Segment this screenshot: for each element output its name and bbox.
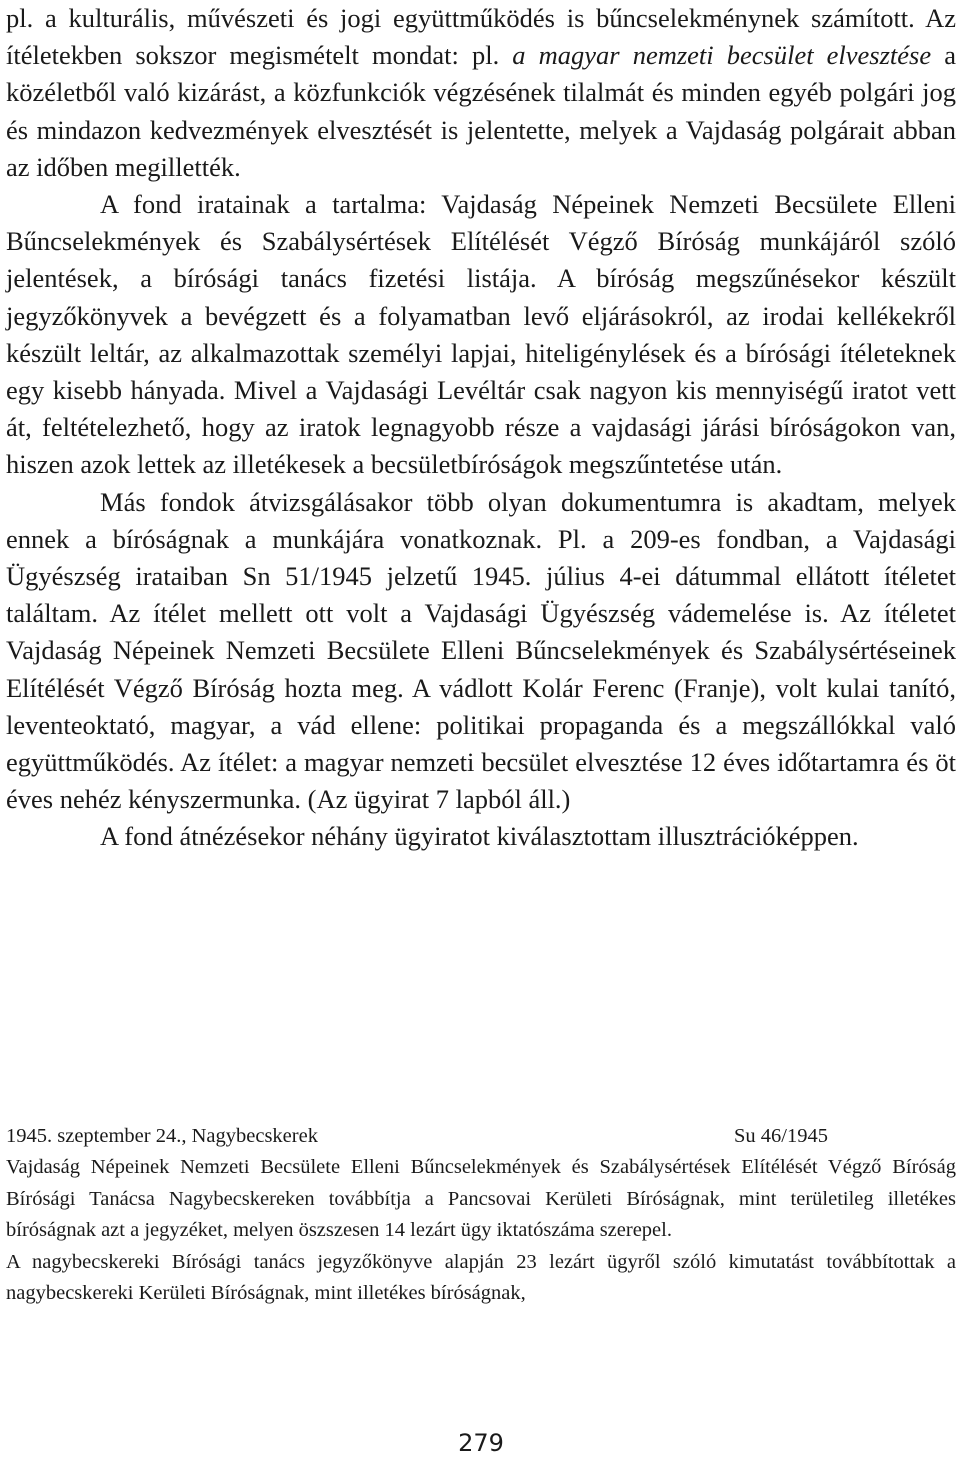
paragraph-3: Más fondok átvizsgálásakor több olyan dokumentumra is akadtam, melyek ennek a bíróságnak a munkájára vonatkoznak. Pl. a 209-es fondban, a Vajdasági Ügyészség irataiban Sn 51/1945 jelzetű 1945. július 4-ei dátummal ellátott ítéletet találtam. Az ítélet mellett ott volt a Vajdasági Ügyészség vádemelése is. Az ítéletet Vajdaság Népeinek Nemzeti Becsülete Elleni Bűncselekmények és Szabálysértéseinek Elítélését Végző Bíróság hozta meg. A vádlott Kolár Ferenc (Franje), volt kulai tanító, leventeoktató, magyar, a vád ellene: politikai propaganda és a megszállókkal való együttműködés. Az ítélet: a magyar nemzeti becsület elvesztése 12 éves időtartamra és öt éves nehéz kényszermunka. (Az ügyirat 7 lapból áll.) (6, 486, 956, 815)
archive-entry-paragraph-2: A nagybecskereki Bírósági tanács jegyzőkönyve alapján 23 lezárt ügyről szóló kimutatást továbbítottak a nagybecskereki Kerületi Bíróságnak, mint illetékes bíróságnak, (6, 1250, 956, 1305)
main-text (6, 0, 956, 856)
document-page (6, 0, 956, 1461)
archive-entry-header (6, 1121, 956, 1152)
archive-entry-date-place: 1945. szeptember 24., Nagybecskerek (6, 1125, 318, 1147)
paragraph-1-end: a közéletből való kizárást, a közfunkciók végzésének tilalmát és minden egyéb polgári jog és mindazon kedvezmények elvesztését is jelentette, melyek a Vajdaság polgárait abban az időben megillették. (6, 40, 956, 182)
paragraph-1-start: pl. a kulturális, művészeti és jogi együttműködés is bűncselekménynek számított. Az ítéletekben sokszor megismételt mondat: pl. (6, 3, 956, 71)
page-number: 279 (458, 1429, 504, 1457)
paragraph-1 (6, 0, 956, 186)
paragraph-2: A fond iratainak a tartalma: Vajdaság Népeinek Nemzeti Becsülete Elleni Bűncselekmények és Szabálysértések Elítélését Végző Bíróság munkájáról szóló jelentések, a bírósági tanács fizetési listája. A bíróság megszűnésekor készült jegyzőkönyvek a bevégzett és a folyamatban levő eljárásokról, az irodai kellékekről készült leltár, az alkalmazottak személyi lapjai, hiteligénylések és a bírósági ítéleteknek egy kisebb hányada. Mivel a Vajdasági Levéltár csak nagyon kis mennyiségű iratot vett át, feltételezhető, hogy az iratok legnagyobb része a vajdasági járási bíróságokon van, hiszen azok lettek az illetékesek a becsületbíróságok megszűntetése után. (6, 189, 956, 480)
archive-entry-reference: Su 46/1945 (734, 1125, 828, 1147)
archive-entry-paragraph-1: Vajdaság Népeinek Nemzeti Becsülete Elleni Bűncselekmények és Szabálysértések Elítélését Végző Bíróság Bírósági Tanácsa Nagybecskereken továbbítja a Pancsovai Kerületi Bíróságnak, mint területileg illetékes bíróságnak azt a jegyzéket, melyen öszszesen 14 lezárt ügy iktatószáma szerepel. (6, 1156, 956, 1242)
paragraph-1-italic-phrase: a magyar nemzeti becsület elvesztése (512, 40, 932, 71)
paragraph-4: A fond átnézésekor néhány ügyiratot kiválasztottam illusztrációképpen. (100, 821, 859, 852)
archive-entry (6, 1121, 956, 1309)
